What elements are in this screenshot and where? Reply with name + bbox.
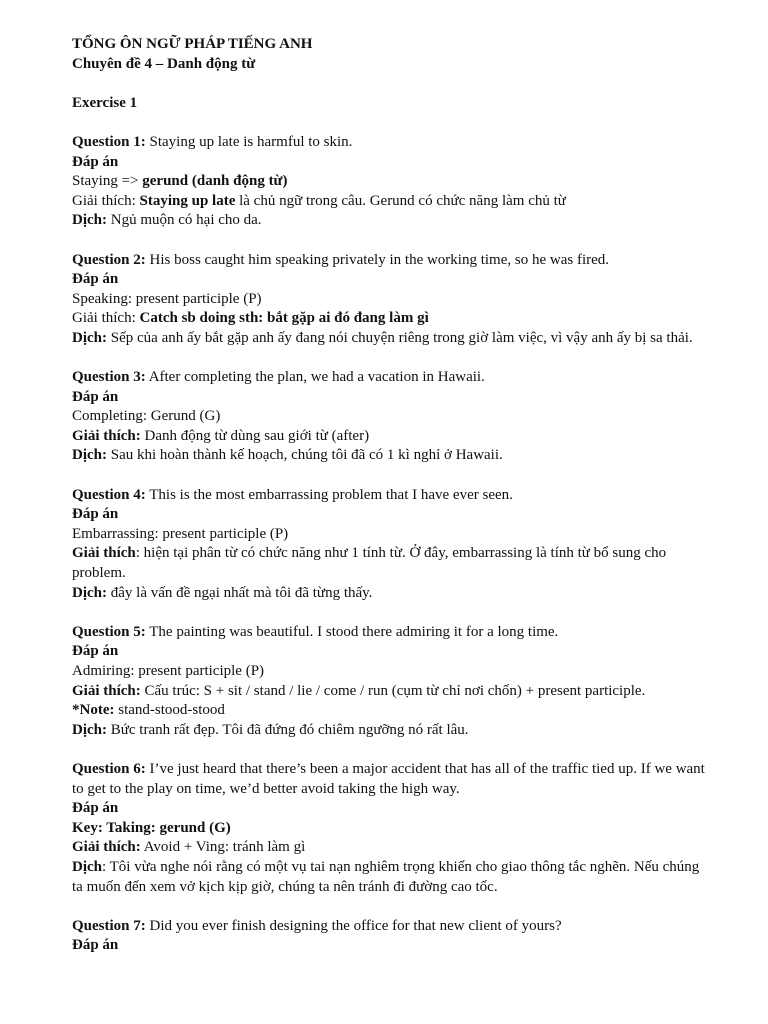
answer-heading: Đáp án [72,800,119,817]
question-text: I’ve just heard that there’s been a major accident that has all of the traffic tied up. If we want to get to the play on time, we’d better avoid taking the high way. [72,760,705,797]
answer-line: Admiring: present participle (P) [72,663,265,679]
spacer [72,740,712,760]
answer-line: Embarrassing: present participle (P) [72,525,289,542]
explanation-line: Giải thích: Cấu trúc: S + sit / stand / lie / come / run (cụm từ chỉ nơi chốn) + present participle. [72,682,646,699]
translation-line: Dịch: Sau khi hoàn thành kế hoạch, chúng tôi đã có 1 kì nghỉ ở Hawaii. [72,447,503,464]
explanation-line: Giải thích: hiện tại phân từ có chức năng như 1 tính từ. Ở đây, embarrassing là tính từ bổ sung cho problem. [72,545,667,582]
question-line [72,251,712,271]
explanation-line: Giải thích: Danh động từ dùng sau giới từ (after) [72,427,370,444]
document-subtitle: Chuyên đề 4 – Danh động từ [72,55,256,72]
question-label: Question 3: [72,369,146,386]
translation-line: Dịch: Bức tranh rất đẹp. Tôi đã đứng đó chiêm ngưỡng nó rất lâu. [72,721,469,738]
question-line [72,486,712,506]
translation-line: Dịch: đây là vấn đề ngại nhất mà tôi đã từng thấy. [72,584,373,601]
explanation-line: Giải thích: Staying up late là chủ ngữ trong câu. Gerund có chức năng làm chủ từ [72,192,566,209]
spacer [72,349,712,369]
question-line [72,760,712,799]
explanation-line: Giải thích: Avoid + Ving: tránh làm gì [72,839,306,856]
spacer [72,74,712,94]
translation-line: Dịch: Tôi vừa nghe nói rằng có một vụ tai nạn nghiêm trọng khiến cho giao thông tắc nghẽn. Nếu chúng ta muốn đến xem vở kịch kịp giờ, chúng ta nên tránh đi đường cao tốc. [72,858,700,895]
question-label: Question 7: [72,917,146,934]
answer-heading: Đáp án [72,937,119,954]
translation-line: Dịch: Sếp của anh ấy bắt gặp anh ấy đang nói chuyện riêng trong giờ làm việc, vì vậy anh ấy bị sa thải. [72,329,693,346]
translation-line: Dịch: Ngủ muộn có hại cho da. [72,212,262,229]
spacer [72,231,712,251]
answer-line: Speaking: present participle (P) [72,290,262,307]
question-line [72,917,712,937]
question-label: Question 4: [72,486,146,503]
question-block [72,917,712,956]
document-title: TỔNG ÔN NGỮ PHÁP TIẾNG ANH [72,36,313,52]
question-text: After completing the plan, we had a vacation in Hawaii. [145,369,485,386]
document-page [72,35,712,956]
answer-line: Staying => gerund (danh động từ) [72,173,288,190]
explanation-line: Giải thích: Catch sb doing sth: bắt gặp ai đó đang làm gì [72,310,429,327]
answer-heading: Đáp án [72,271,119,288]
question-block [72,486,712,604]
answer-heading: Đáp án [72,506,119,523]
answer-heading: Đáp án [72,388,119,405]
question-text: Staying up late is harmful to skin. [145,133,353,150]
question-label: Question 2: [72,251,146,268]
spacer [72,466,712,486]
answer-heading: Đáp án [72,643,119,660]
question-line [72,623,712,643]
question-label: Question 5: [72,623,146,640]
question-block [72,133,712,231]
question-label: Question 1: [72,133,146,150]
spacer [72,603,712,623]
question-text: The painting was beautiful. I stood there admiring it for a long time. [145,623,559,640]
question-text: This is the most embarrassing problem that I have ever seen. [145,486,513,503]
question-block [72,251,712,349]
exercise-heading: Exercise 1 [72,94,138,111]
question-block [72,760,712,897]
question-block [72,368,712,466]
question-line [72,133,712,153]
question-block [72,623,712,741]
answer-line: Completing: Gerund (G) [72,408,221,425]
question-label: Question 6: [72,760,146,777]
answer-heading: Đáp án [72,153,119,170]
key-line: Key: Taking: gerund (G) [72,819,231,836]
question-line [72,368,712,388]
question-text: Did you ever finish designing the office for that new client of yours? [145,917,562,934]
question-text: His boss caught him speaking privately in the working time, so he was fired. [145,251,610,268]
spacer [72,113,712,133]
note-line: *Note: stand-stood-stood [72,702,225,719]
spacer [72,897,712,917]
